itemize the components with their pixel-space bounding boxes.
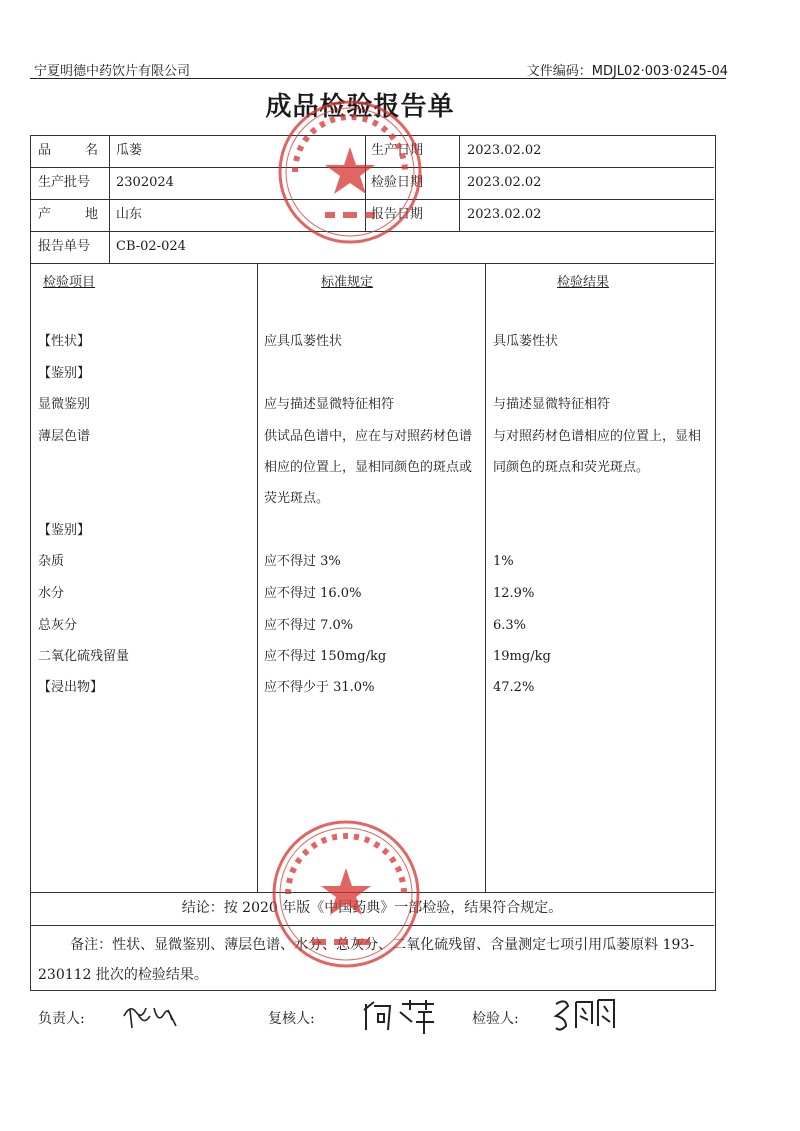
test-standard: 应不得少于 31.0% — [264, 680, 375, 695]
production-date-value: 2023.02.02 — [467, 143, 542, 158]
test-result: 1% — [493, 554, 514, 569]
origin-value: 山东 — [116, 207, 143, 222]
test-item: 【鉴别】 — [38, 366, 91, 381]
row-divider — [30, 263, 714, 264]
test-item: 【浸出物】 — [38, 680, 104, 695]
test-standard: 应不得过 150mg/kg — [264, 649, 387, 664]
report-date-value: 2023.02.02 — [467, 207, 542, 222]
reviewer-label: 复核人: — [268, 1011, 315, 1027]
test-item: 【性状】 — [38, 334, 91, 349]
col-divider — [109, 135, 110, 263]
product-name-value: 瓜蒌 — [116, 143, 143, 158]
test-standard: 供试品色谱中，应在与对照药材色谱相应的位置上，显相同颜色的斑点或荧光斑点。 — [264, 429, 473, 506]
remark: 备注：性状、显微鉴别、薄层色谱、水分、总灰分、二氧化硫残留、含量测定七项引用瓜蒌原料 193-230112 批次的检验结果。 — [38, 937, 695, 983]
quality-inspection-seal — [268, 816, 424, 972]
inspection-date-value: 2023.02.02 — [467, 175, 542, 190]
test-item: 水分 — [38, 586, 65, 601]
test-result: 19mg/kg — [493, 649, 551, 664]
test-item: 二氧化硫残留量 — [38, 649, 130, 664]
test-item: 杂质 — [38, 554, 65, 569]
test-item: 薄层色谱 — [38, 429, 91, 444]
reviewer-signature — [360, 996, 440, 1036]
test-standard: 应不得过 3% — [264, 554, 341, 569]
document-code: 文件编码：MDJL02·003·0245-04 — [526, 64, 728, 79]
header-divider — [30, 78, 726, 79]
inspector-signature — [552, 994, 622, 1034]
responsible-label: 负责人: — [38, 1011, 85, 1027]
test-item: 总灰分 — [38, 618, 78, 633]
column-header-item: 检验项目 — [43, 275, 96, 290]
batch-number-label: 生产批号 — [38, 175, 91, 190]
col-divider — [257, 263, 258, 892]
test-standard: 应与描述显微特征相符 — [264, 397, 395, 412]
report-title: 成品检验报告单 — [265, 92, 455, 122]
quality-department-seal — [275, 97, 425, 247]
test-result: 47.2% — [493, 680, 535, 695]
product-name-label: 品 名 — [38, 143, 98, 158]
origin-label: 产 地 — [38, 207, 98, 222]
test-item: 显微鉴别 — [38, 397, 91, 412]
report-number-value: CB-02-024 — [116, 239, 186, 254]
production-date-label: 生产日期 — [371, 143, 424, 158]
test-standard: 应具瓜蒌性状 — [264, 334, 343, 349]
responsible-signature — [118, 998, 188, 1034]
report-date-label: 报告日期 — [371, 207, 424, 222]
test-standard: 应不得过 16.0% — [264, 586, 362, 601]
col-divider — [485, 263, 486, 892]
column-header-standard: 标准规定 — [321, 275, 374, 290]
column-header-result: 检验结果 — [557, 275, 610, 290]
report-number-label: 报告单号 — [38, 239, 91, 254]
test-item: 【鉴别】 — [38, 523, 91, 538]
inspector-label: 检验人: — [472, 1011, 519, 1027]
conclusion: 结论：按 2020 年版《中国药典》一部检验，结果符合规定。 — [181, 900, 563, 916]
inspection-date-label: 检验日期 — [371, 175, 424, 190]
test-result: 具瓜蒌性状 — [493, 334, 559, 349]
batch-number-value: 2302024 — [116, 175, 174, 190]
test-result: 6.3% — [493, 618, 527, 633]
test-result: 与描述显微特征相符 — [493, 397, 611, 412]
test-result: 12.9% — [493, 586, 535, 601]
col-divider — [459, 135, 460, 231]
company-name: 宁夏明德中药饮片有限公司 — [34, 64, 191, 79]
test-result: 与对照药材色谱相应的位置上，显相同颜色的斑点和荧光斑点。 — [493, 429, 702, 475]
test-standard: 应不得过 7.0% — [264, 618, 354, 633]
